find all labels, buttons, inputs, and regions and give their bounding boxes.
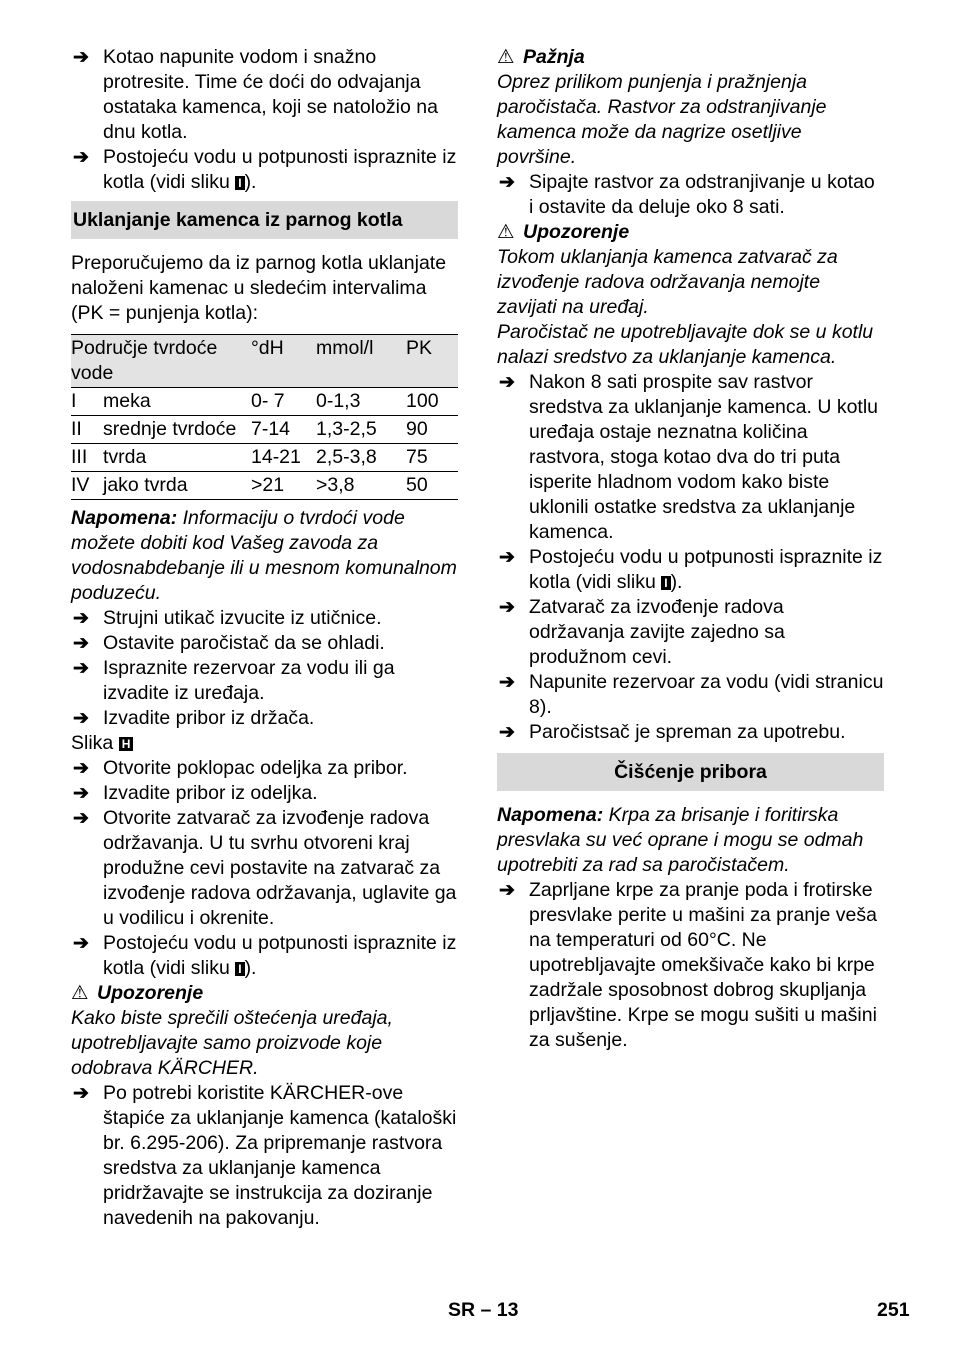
table-cell-num: II — [71, 418, 82, 440]
arrow-icon: ➔ — [73, 658, 89, 679]
note-paragraph — [71, 506, 458, 606]
note-paragraph — [497, 803, 884, 878]
arrow-icon: ➔ — [499, 172, 515, 193]
warning-icon: ⚠ — [497, 46, 515, 68]
instruction-text: Paročistsač je spreman za upotrebu. — [529, 721, 846, 743]
figure-reference: I — [235, 176, 244, 190]
instruction-text-end: ). — [670, 571, 683, 593]
instruction-text-end: ). — [244, 171, 257, 193]
arrow-icon: ➔ — [499, 672, 515, 693]
table-cell-pk: 90 — [406, 418, 428, 440]
warning-icon: ⚠ — [71, 982, 89, 1004]
figure-label-text: Slika — [71, 732, 119, 754]
warning-title — [71, 981, 458, 1006]
water-hardness-table — [71, 334, 458, 500]
note-text: Informaciju o tvrdoći vode možete dobiti kod Vašeg zavoda za vodosnabdebanje ili u mesnom komunalnom poduzeću. — [71, 507, 457, 604]
table-header-mmol: mmol/l — [316, 337, 374, 359]
arrow-icon: ➔ — [73, 608, 89, 629]
instruction-item — [71, 931, 458, 981]
table-cell-pk: 75 — [406, 446, 428, 468]
instruction-item — [497, 595, 884, 670]
arrow-icon: ➔ — [499, 880, 515, 901]
figure-reference: I — [235, 962, 244, 976]
warning-icon: ⚠ — [497, 221, 515, 243]
arrow-icon: ➔ — [73, 783, 89, 804]
instruction-text: Zaprljane krpe za pranje poda i frotirske presvlake perite u mašini za pranje veša na temperaturi od 60°C. Ne upotrebljavajte omekšivače kako bi krpe zadržale sposobnost dobrog skupljanja prljavštine. Krpe se mogu sušiti u mašini za sušenje. — [529, 879, 877, 1051]
table-cell-mmol: >3,8 — [316, 474, 355, 496]
arrow-icon: ➔ — [499, 372, 515, 393]
note-label: Napomena: — [497, 804, 604, 826]
arrow-icon: ➔ — [73, 147, 89, 168]
instruction-item — [497, 878, 884, 1053]
warning-text: Tokom uklanjanja kamenca zatvarač za izvođenje radova održavanja nemojte zavijati na uređaj. — [497, 246, 838, 318]
instruction-text: Ispraznite rezervoar za vodu ili ga izvadite iz uređaja. — [103, 657, 395, 704]
instruction-item — [497, 370, 884, 545]
table-cell-num: I — [71, 390, 77, 412]
table-cell-num: III — [71, 446, 88, 468]
instruction-text: Nakon 8 sati prospite sav rastvor sredstva za uklanjanje kamenca. U kotlu uređaja ostaje neznatna količina rastvora, stoga kotao dva do tri puta isperite hladnom vodom kako biste uklonili ostatke sredstva za uklanjanje kamenca. — [529, 371, 879, 543]
table-header-area: Područje tvrdoće vode — [71, 337, 218, 384]
instruction-item — [497, 545, 884, 595]
instruction-item — [71, 45, 458, 145]
table-cell-dh: 0- 7 — [251, 390, 285, 412]
instruction-item — [71, 606, 458, 631]
figure-reference: I — [661, 576, 670, 590]
instruction-item — [71, 1081, 458, 1231]
table-cell-dh: 14-21 — [251, 446, 301, 468]
note-text: Krpa za brisanje i foritirska presvlaka su već oprane i mogu se odmah upotrebiti za rad sa paročistačem. — [497, 804, 864, 876]
table-cell-dh: 7-14 — [251, 418, 291, 440]
arrow-icon: ➔ — [73, 708, 89, 729]
instruction-text: Kotao napunite vodom i snažno protresite. Time će doći do odvajanja ostataka kamenca, koji se natoložio na dnu kotla. — [103, 46, 438, 143]
instruction-text: Zatvarač za izvođenje radova održavanja zavijte zajedno sa produžnom cevi. — [529, 596, 785, 668]
instruction-item — [497, 170, 884, 220]
note-label: Napomena: — [71, 507, 178, 529]
table-cell-pk: 50 — [406, 474, 428, 496]
table-header-pk: PK — [406, 337, 433, 359]
instruction-item — [71, 631, 458, 656]
arrow-icon: ➔ — [73, 633, 89, 654]
arrow-icon: ➔ — [73, 1083, 89, 1104]
instruction-text: Otvorite poklopac odeljka za pribor. — [103, 757, 408, 779]
intro-paragraph: Preporučujemo da iz parnog kotla uklanjate naloženi kamenac u sledećim intervalima (PK = punjenja kotla): — [71, 252, 447, 324]
table-cell-dh: >21 — [251, 474, 285, 496]
table-header-dh: °dH — [251, 337, 284, 359]
table-cell-pk: 100 — [406, 390, 439, 412]
instruction-text: Izvadite pribor iz odeljka. — [103, 782, 318, 804]
arrow-icon: ➔ — [73, 808, 89, 829]
table-cell-mmol: 0-1,3 — [316, 390, 361, 412]
instruction-item — [71, 656, 458, 706]
instruction-text: Po potrebi koristite KÄRCHER-ove štapiće za uklanjanje kamenca (kataloški br. 6.295-206). Za pripremanje rastvora sredstva za uklanjanje kamenca pridržavajte se instrukcija za doziranje navedenih na pakovanju. — [103, 1082, 457, 1229]
table-row — [71, 388, 458, 416]
table-cell-num: IV — [71, 474, 90, 496]
arrow-icon: ➔ — [499, 722, 515, 743]
arrow-icon: ➔ — [499, 547, 515, 568]
instruction-text: Otvorite zatvarač za izvođenje radova održavanja. U tu svrhu otvoreni kraj produžne cevi postavite na zatvarač za izvođenje radova održavanja, uglavite ga u vodilicu i okrenite. — [103, 807, 457, 929]
section-heading-cleaning-accessories: Čišćenje pribora — [497, 753, 884, 791]
table-row — [71, 472, 458, 500]
table-cell-mmol: 2,5-3,8 — [316, 446, 377, 468]
left-column — [71, 45, 458, 1231]
instruction-item — [71, 756, 458, 781]
caution-title-text: Pažnja — [523, 46, 585, 68]
caution-title — [497, 45, 884, 70]
instruction-text: Ostavite paročistač da se ohladi. — [103, 632, 385, 654]
arrow-icon: ➔ — [73, 758, 89, 779]
instruction-text: Postojeću vodu u potpunosti ispraznite iz kotla (vidi sliku — [103, 146, 457, 193]
footer-section-label: SR – 13 — [448, 1299, 519, 1321]
figure-label — [71, 731, 458, 756]
instruction-item — [71, 806, 458, 931]
warning-title-text: Upozorenje — [97, 982, 204, 1004]
instruction-item — [497, 720, 884, 745]
table-cell-name: jako tvrda — [103, 474, 188, 496]
warning-title-text: Upozorenje — [523, 221, 630, 243]
figure-reference: H — [119, 737, 134, 751]
arrow-icon: ➔ — [499, 597, 515, 618]
footer-page-number: 251 — [877, 1299, 910, 1321]
instruction-item — [497, 670, 884, 720]
instruction-text: Sipajte rastvor za odstranjivanje u kotao i ostavite da deluje oko 8 sati. — [529, 171, 875, 218]
table-cell-name: srednje tvrdoće — [103, 418, 237, 440]
instruction-text-end: ). — [244, 957, 257, 979]
instruction-text: Napunite rezervoar za vodu (vidi stranicu 8). — [529, 671, 884, 718]
arrow-icon: ➔ — [73, 933, 89, 954]
instruction-text: Strujni utikač izvucite iz utičnice. — [103, 607, 382, 629]
section-heading-descaling: Uklanjanje kamenca iz parnog kotla — [71, 201, 458, 239]
table-header-row — [71, 335, 458, 388]
arrow-icon: ➔ — [73, 47, 89, 68]
table-cell-name: tvrda — [103, 446, 147, 468]
caution-text: Oprez prilikom punjenja i pražnjenja paročistača. Rastvor za odstranjivanje kamenca može da nagrize osetljive površine. — [497, 71, 827, 168]
table-row — [71, 444, 458, 472]
warning-title — [497, 220, 884, 245]
right-column — [497, 45, 884, 1053]
instruction-text: Postojeću vodu u potpunosti ispraznite iz kotla (vidi sliku — [529, 546, 883, 593]
instruction-text: Postojeću vodu u potpunosti ispraznite iz kotla (vidi sliku — [103, 932, 457, 979]
instruction-item — [71, 145, 458, 195]
instruction-item — [71, 706, 458, 731]
instruction-item — [71, 781, 458, 806]
instruction-text: Izvadite pribor iz držača. — [103, 707, 315, 729]
table-cell-name: meka — [103, 390, 151, 412]
warning-text: Paročistač ne upotrebljavajte dok se u kotlu nalazi sredstvo za uklanjanje kamenca. — [497, 321, 874, 368]
table-cell-mmol: 1,3-2,5 — [316, 418, 377, 440]
table-row — [71, 416, 458, 444]
warning-text: Kako biste sprečili oštećenja uređaja, upotrebljavajte samo proizvode koje odobrava KÄRCHER. — [71, 1007, 393, 1079]
